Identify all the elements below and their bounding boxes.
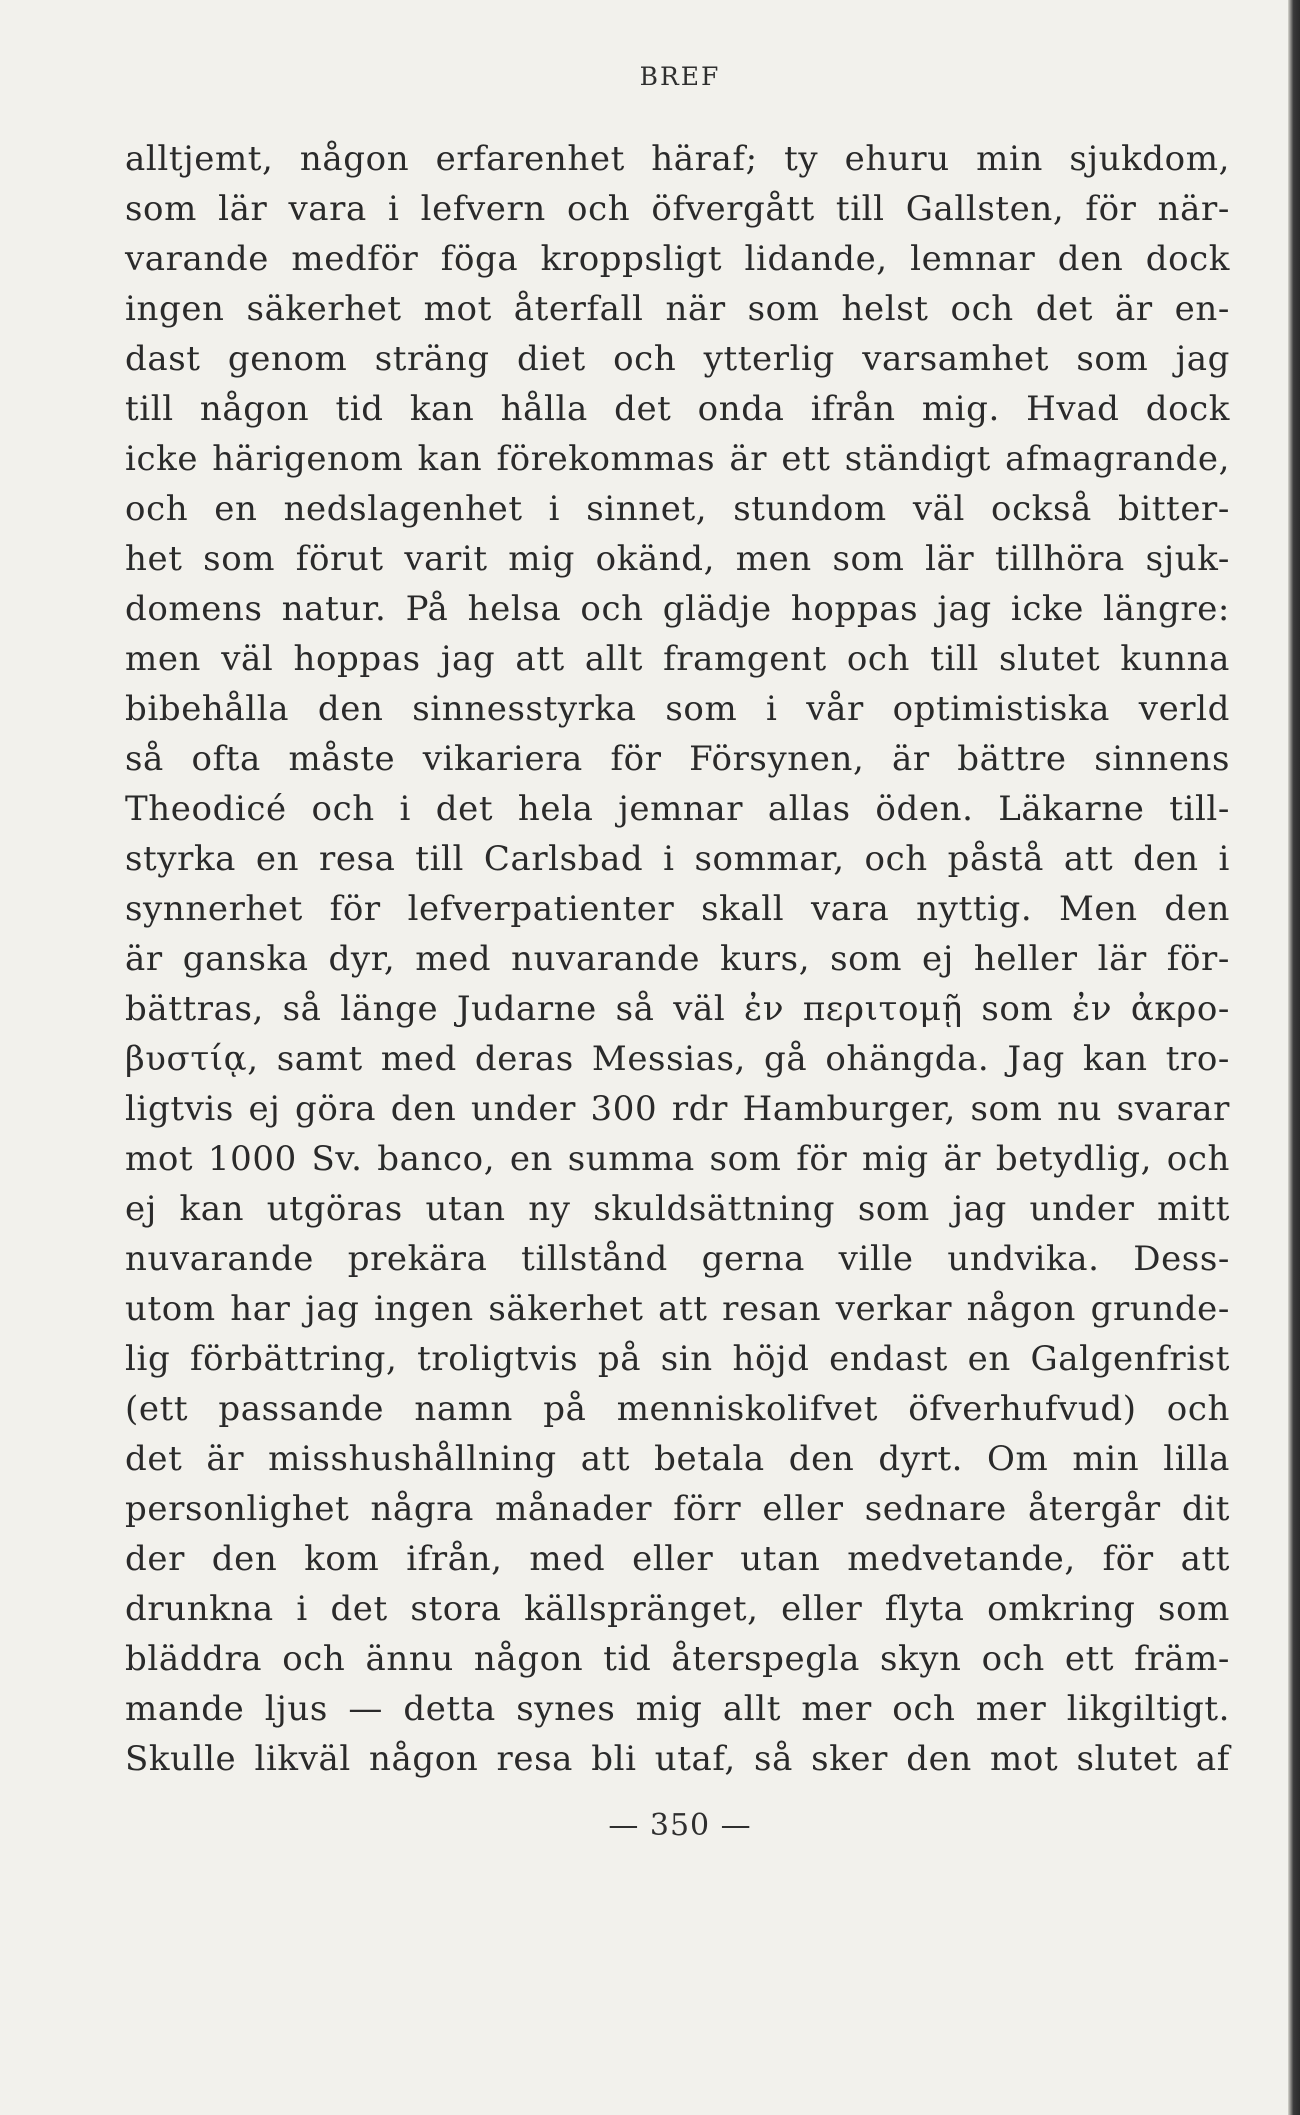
text-line: alltjemt, någon erfarenhet häraf; ty ehuru min sjukdom, — [125, 139, 1230, 179]
text-line: ingen säkerhet mot återfall när som helst och det är en- — [125, 289, 1230, 329]
text-line: varande medför föga kroppsligt lidande, lemnar den dock — [125, 239, 1230, 279]
text-line: domens natur. På helsa och glädje hoppas jag icke längre: — [125, 589, 1230, 629]
text-line: βυστίᾳ, samt med deras Messias, gå ohängda. Jag kan tro- — [125, 1039, 1230, 1079]
text-line: Skulle likväl någon resa bli utaf, så sker den mot slutet af — [125, 1739, 1230, 1779]
text-line: ej kan utgöras utan ny skuldsättning som jag under mitt — [125, 1189, 1230, 1229]
text-line: så ofta måste vikariera för Försynen, är bättre sinnens — [125, 739, 1230, 779]
text-line: het som förut varit mig okänd, men som lär tillhöra sjuk- — [125, 539, 1230, 579]
text-line: Theodicé och i det hela jemnar allas öden. Läkarne till- — [125, 789, 1230, 829]
text-line: till någon tid kan hålla det onda ifrån mig. Hvad dock — [125, 389, 1230, 429]
text-line: mot 1000 Sv. banco, en summa som för mig är betydlig, och — [125, 1139, 1230, 1179]
text-line: synnerhet för lefverpatienter skall vara nyttig. Men den — [125, 889, 1230, 929]
text-line: mande ljus — detta synes mig allt mer och mer likgiltigt. — [125, 1689, 1230, 1729]
text-line: och en nedslagenhet i sinnet, stundom väl också bitter- — [125, 489, 1230, 529]
running-head: BREF — [639, 62, 721, 91]
text-line: det är misshushållning att betala den dyrt. Om min lilla — [125, 1439, 1230, 1479]
text-line: styrka en resa till Carlsbad i sommar, och påstå att den i — [125, 839, 1230, 879]
text-line: bättras, så länge Judarne så väl ἐν περιτομῇ som ἐν ἀκρο- — [125, 989, 1230, 1029]
text-line: men väl hoppas jag att allt framgent och till slutet kunna — [125, 639, 1230, 679]
text-line: lig förbättring, troligtvis på sin höjd endast en Galgenfrist — [125, 1339, 1230, 1379]
text-line: som lär vara i lefvern och öfvergått till Gallsten, för när- — [125, 189, 1230, 229]
text-line: der den kom ifrån, med eller utan medvetande, för att — [125, 1539, 1230, 1579]
text-line: icke härigenom kan förekommas är ett ständigt afmagrande, — [125, 439, 1230, 479]
text-line: dast genom sträng diet och ytterlig varsamhet som jag — [125, 339, 1230, 379]
text-line: personlighet några månader förr eller sednare återgår dit — [125, 1489, 1230, 1529]
text-line: (ett passande namn på menniskolifvet öfverhufvud) och — [125, 1389, 1230, 1429]
page-edge-shadow — [1288, 0, 1300, 2115]
text-line: är ganska dyr, med nuvarande kurs, som ej heller lär för- — [125, 939, 1230, 979]
text-line: bibehålla den sinnesstyrka som i vår optimistiska verld — [125, 689, 1230, 729]
text-line: ligtvis ej göra den under 300 rdr Hamburger, som nu svarar — [125, 1089, 1230, 1129]
text-line: bläddra och ännu någon tid återspegla skyn och ett främ- — [125, 1639, 1230, 1679]
text-line: nuvarande prekära tillstånd gerna ville undvika. Dess- — [125, 1239, 1230, 1279]
page-number: — 350 — — [608, 1808, 752, 1843]
body-text — [125, 134, 1230, 1784]
text-line: drunkna i det stora källspränget, eller flyta omkring som — [125, 1589, 1230, 1629]
text-line: utom har jag ingen säkerhet att resan verkar någon grunde- — [125, 1289, 1230, 1329]
